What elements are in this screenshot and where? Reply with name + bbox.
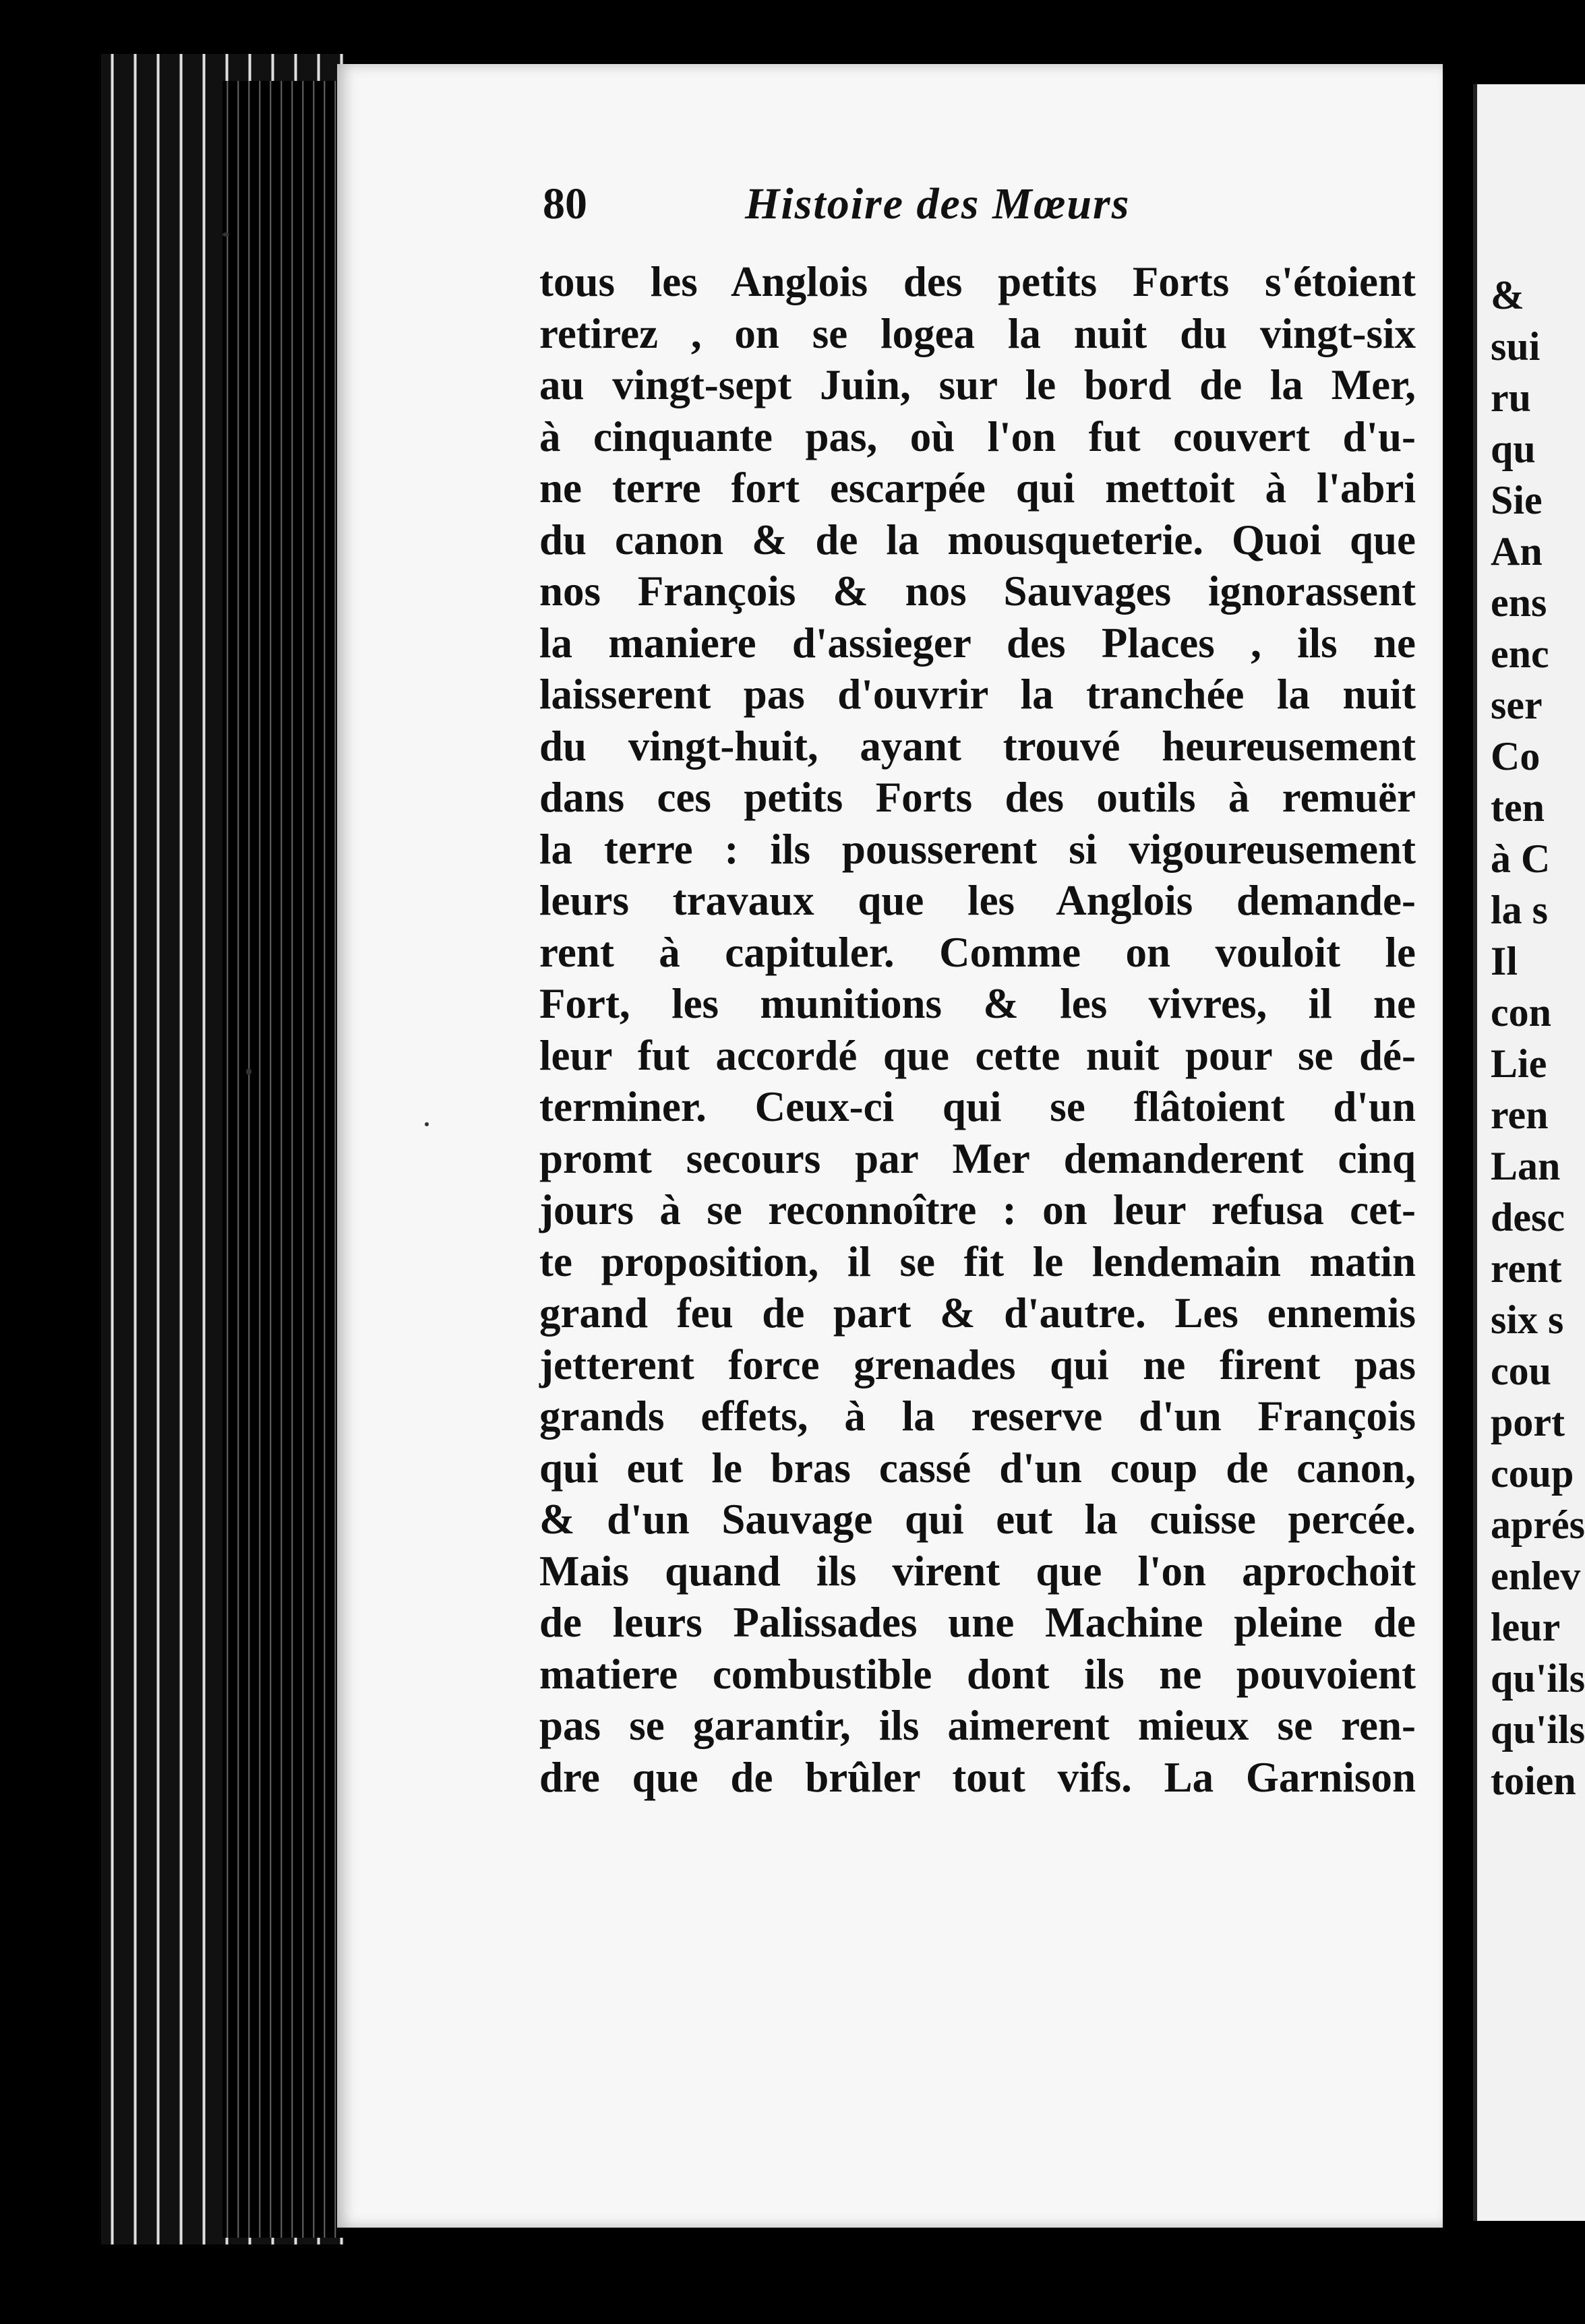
text-line: ne terre fort escarpée qui mettoit à l'abri <box>539 464 1416 512</box>
fragment-line: ren <box>1491 1093 1549 1137</box>
fragment-line: à C <box>1491 836 1551 881</box>
text-line: la maniere d'assieger des Places , ils ne <box>539 619 1416 667</box>
fragment-line: Lie <box>1491 1041 1547 1086</box>
page-number: 80 <box>543 179 587 228</box>
text-line: dans ces petits Forts des outils à remuër <box>539 774 1416 821</box>
fragment-line: six s <box>1491 1297 1564 1342</box>
text-line: nos François & nos Sauvages ignorassent <box>539 568 1416 615</box>
fragment-line: aprés <box>1491 1502 1585 1547</box>
text-line: tous les Anglois des petits Forts s'étoient <box>539 258 1416 305</box>
fragment-line: ser <box>1491 683 1543 727</box>
text-line: rent à capituler. Comme on vouloit le <box>539 928 1416 976</box>
text-line: qui eut le bras cassé d'un coup de canon, <box>539 1444 1416 1492</box>
fragment-line: port <box>1491 1400 1565 1444</box>
facing-page-fragment <box>1473 84 1585 2221</box>
text-line: terminer. Ceux-ci qui se flâtoient d'un <box>539 1083 1416 1130</box>
ink-speck <box>425 1122 429 1126</box>
ink-speck <box>222 233 229 237</box>
text-line: leur fut accordé que cette nuit pour se dé- <box>539 1031 1416 1079</box>
fragment-line: enlev <box>1491 1554 1581 1598</box>
text-line: retirez , on se logea la nuit du vingt-six <box>539 309 1416 357</box>
text-line: du vingt-huit, ayant trouvé heureusement <box>539 722 1416 770</box>
body-text <box>539 256 1416 1803</box>
fragment-line: qu'ils <box>1491 1656 1585 1701</box>
text-line: grands effets, à la reserve d'un François <box>539 1393 1416 1440</box>
text-line: Mais quand ils virent que l'on aprochoit <box>539 1547 1416 1595</box>
text-line: pas se garantir, ils aimerent mieux se ren- <box>539 1702 1416 1749</box>
fragment-line: qu'ils <box>1491 1707 1585 1752</box>
fragment-line: ru <box>1491 375 1531 420</box>
fragment-line: enc <box>1491 632 1549 676</box>
book-page <box>337 64 1443 2228</box>
text-line: de leurs Palissades une Machine pleine de <box>539 1599 1416 1646</box>
text-line: matiere combustible dont ils ne pouvoient <box>539 1650 1416 1698</box>
fragment-line: desc <box>1491 1195 1565 1240</box>
text-line: du canon & de la mousqueterie. Quoi que <box>539 516 1416 563</box>
fragment-line: leur <box>1491 1605 1561 1649</box>
text-line: promt secours par Mer demanderent cinq <box>539 1134 1416 1182</box>
fragment-line: ten <box>1491 785 1545 830</box>
fragment-line: & <box>1491 273 1524 317</box>
fragment-line: Lan <box>1491 1144 1561 1188</box>
text-line: grand feu de part & d'autre. Les ennemis <box>539 1289 1416 1337</box>
fragment-line: rent <box>1491 1246 1562 1291</box>
fragment-line: qu <box>1491 427 1536 471</box>
fragment-line: toien <box>1491 1759 1576 1803</box>
fragment-line: sui <box>1491 324 1541 369</box>
fragment-line: ens <box>1491 580 1547 625</box>
text-line: Fort, les munitions & les vivres, il ne <box>539 980 1416 1027</box>
text-line: la terre : ils pousserent si vigoureusement <box>539 825 1416 873</box>
text-line: jetterent force grenades qui ne firent pas <box>539 1341 1416 1388</box>
book-page-edges <box>101 54 344 2244</box>
text-line: leurs travaux que les Anglois demande- <box>539 877 1416 924</box>
text-line: à cinquante pas, où l'on fut couvert d'u- <box>539 412 1416 460</box>
fragment-line: coup <box>1491 1451 1574 1496</box>
fragment-line: la s <box>1491 888 1549 932</box>
running-title: Histoire des Mœurs <box>745 179 1131 228</box>
text-line: jours à se reconnoître : on leur refusa cet- <box>539 1186 1416 1233</box>
fragment-line: con <box>1491 990 1551 1035</box>
text-line: au vingt-sept Juin, sur le bord de la Mer, <box>539 361 1416 408</box>
ink-speck <box>246 1068 251 1075</box>
text-line: laisserent pas d'ouvrir la tranchée la nuit <box>539 671 1416 718</box>
text-line: dre que de brûler tout vifs. La Garnison <box>539 1753 1416 1801</box>
text-line: & d'un Sauvage qui eut la cuisse percée. <box>539 1496 1416 1543</box>
fragment-line: An <box>1491 529 1543 574</box>
running-head <box>543 179 1352 239</box>
text-line: te proposition, il se fit le lendemain matin <box>539 1237 1416 1285</box>
fragment-line: Co <box>1491 734 1541 778</box>
facing-page-text <box>1491 270 1585 1806</box>
fragment-line: cou <box>1491 1349 1551 1393</box>
fragment-line: Sie <box>1491 478 1543 522</box>
fragment-line: Il <box>1491 939 1518 983</box>
